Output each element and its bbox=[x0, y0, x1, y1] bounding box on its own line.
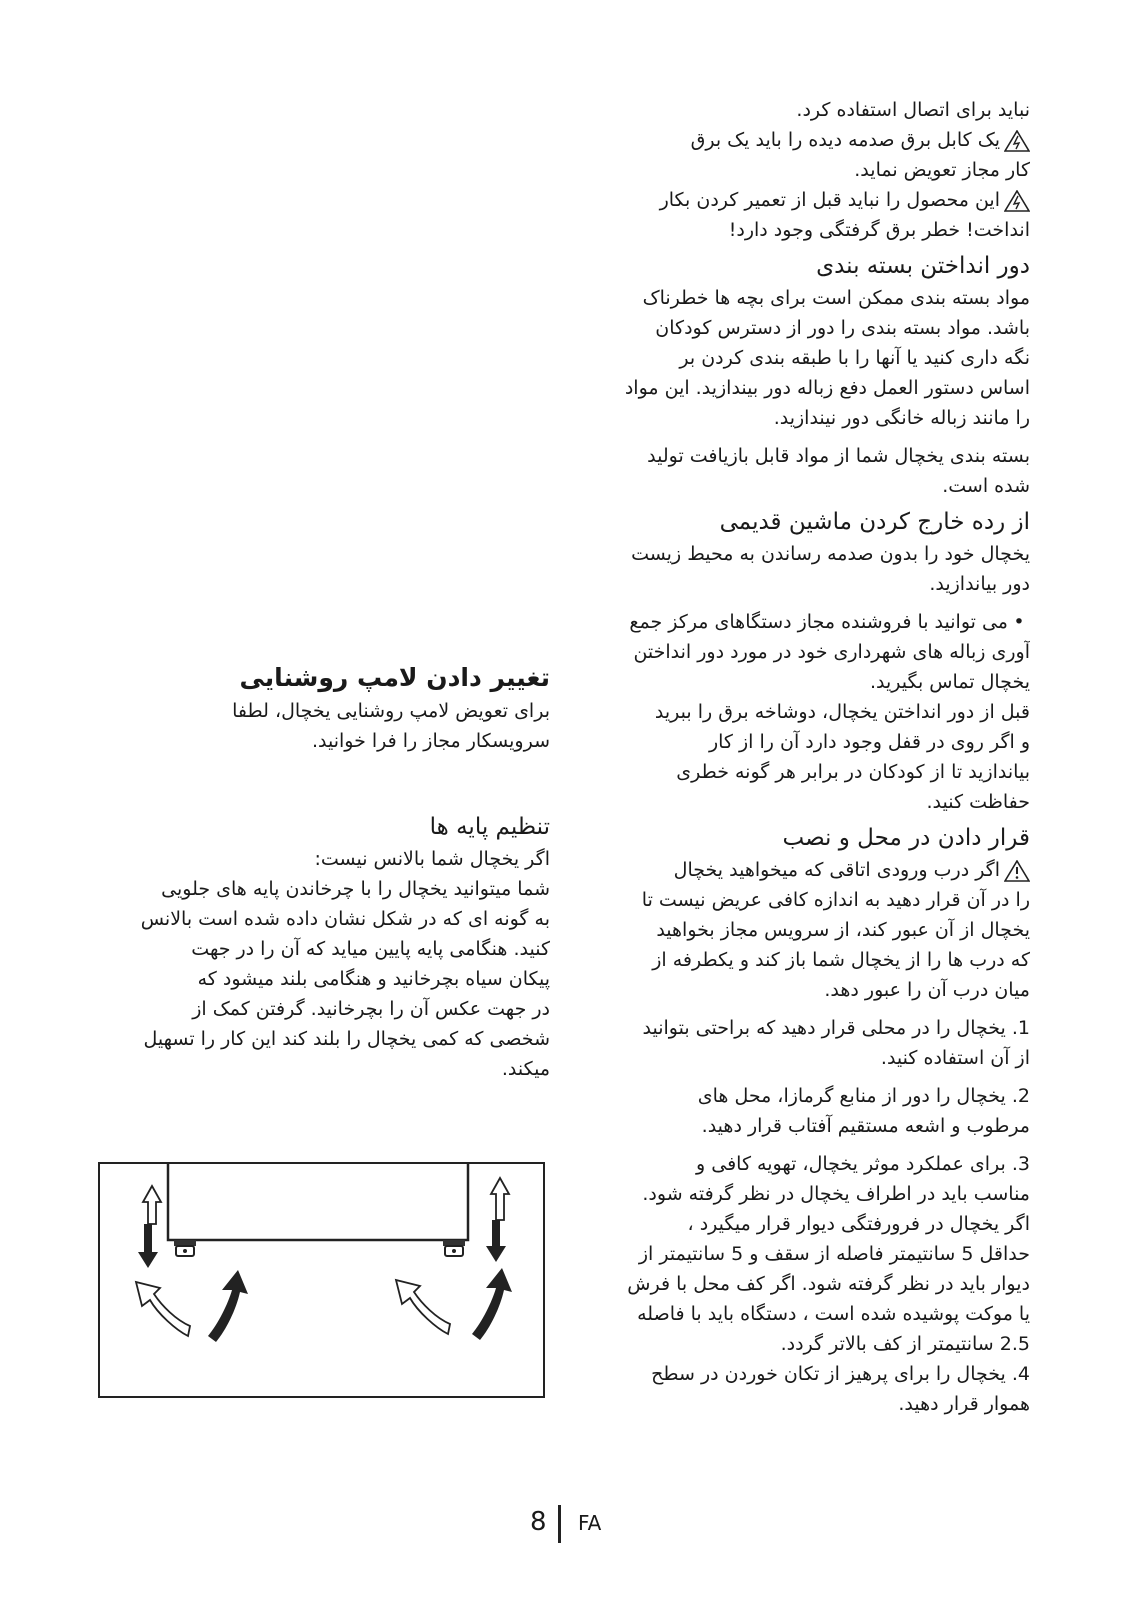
left-down-arrow-icon bbox=[138, 1224, 158, 1268]
left-rotate-solid-arrow-icon bbox=[208, 1270, 248, 1342]
numbered-item-line: هموار قرار دهید. bbox=[898, 1393, 1030, 1415]
packaging-line: را مانند زباله خانگی دور نیندازید. bbox=[773, 407, 1030, 429]
language-code: FA bbox=[578, 1511, 602, 1535]
placement-heading: قرار دادن در محل و نصب bbox=[782, 825, 1030, 851]
lamp-line: برای تعویض لامپ روشنایی یخچال، لطفا bbox=[232, 700, 550, 722]
fridge-bottom-outline bbox=[168, 1164, 468, 1240]
numbered-item-line: مرطوب و اشعه مستقیم آفتاب قرار دهید. bbox=[701, 1115, 1030, 1137]
packaging-line: اساس دستور العمل دفع زباله دور بیندازید. این مواد bbox=[624, 377, 1030, 399]
page-number: 8 bbox=[530, 1507, 547, 1537]
numbered-item-line: یا موکت پوشیده شده است ، دستگاه باید با فاصله bbox=[637, 1303, 1030, 1325]
warning-line: یک کابل برق صدمه دیده را باید یک برق bbox=[565, 125, 1030, 155]
numbered-item-line: از آن استفاده کنید. bbox=[880, 1047, 1030, 1069]
numbered-item-line: 4. یخچال را برای پرهیز از تکان خوردن در سطح bbox=[651, 1363, 1030, 1385]
warning-line: این محصول را نباید قبل از تعمیر کردن بکار bbox=[565, 185, 1030, 215]
electric-warning-icon bbox=[1004, 130, 1030, 152]
footer-divider bbox=[558, 1505, 561, 1543]
right-column bbox=[565, 95, 1030, 1419]
disposal-heading: از رده خارج کردن ماشین قدیمی bbox=[719, 509, 1030, 535]
placement-warning-line: میان درب آن را عبور دهد. bbox=[824, 979, 1030, 1001]
page-footer bbox=[0, 1505, 1128, 1545]
placement-warning-line: که درب ها را از یخچال شما باز کند و یکطرفه از bbox=[652, 949, 1030, 971]
feet-line: کنید. هنگامی پایه پایین میاید که آن را در جهت bbox=[191, 938, 550, 960]
disposal-line: حفاظت کنید. bbox=[926, 791, 1030, 813]
packaging-heading: دور انداختن بسته بندی bbox=[816, 253, 1030, 279]
right-foot-icon bbox=[443, 1240, 465, 1256]
warning-icon bbox=[1004, 860, 1030, 882]
feet-heading: تنظیم پایه ها bbox=[429, 814, 550, 840]
left-up-arrow-icon bbox=[143, 1186, 161, 1224]
numbered-item-line: 1. یخچال را در محلی قرار دهید که براحتی بتوانید bbox=[642, 1017, 1030, 1039]
feet-line: اگر یخچال شما بالانس نیست: bbox=[314, 848, 550, 870]
feet-adjustment-illustration bbox=[98, 1162, 545, 1398]
intro-line: انداخت! خطر برق گرفتگی وجود دارد! bbox=[728, 219, 1030, 241]
packaging-line: نگه داری کنید یا آنها را با طبقه بندی کردن بر bbox=[679, 347, 1030, 369]
left-column bbox=[95, 660, 550, 1084]
feet-line: به گونه ای که در شکل نشان داده شده است بالانس bbox=[140, 908, 550, 930]
feet-line: شخصی که کمی یخچال را بلند کند این کار را تسهیل bbox=[143, 1028, 550, 1050]
packaging-line: مواد بسته بندی ممکن است برای بچه ها خطرناک bbox=[642, 287, 1030, 309]
bullet-icon: • bbox=[1013, 611, 1025, 633]
bullet-line: آوری زباله های شهرداری خود در مورد دور انداختن bbox=[633, 641, 1030, 663]
disposal-line: بیاندازید تا از کودکان در برابر هر گونه خطری bbox=[676, 761, 1030, 783]
packaging-line: باشد. مواد بسته بندی را دور از دسترس کودکان bbox=[655, 317, 1030, 339]
disposal-line: دور بیاندازید. bbox=[929, 573, 1030, 595]
right-down-arrow-icon bbox=[486, 1220, 506, 1262]
electric-warning-icon bbox=[1004, 190, 1030, 212]
numbered-item-line: اگر یخچال در فرورفتگی دیوار قرار میگیرد ، bbox=[687, 1213, 1030, 1235]
disposal-line: و اگر روی در قفل وجود دارد آن را از کار bbox=[708, 731, 1030, 753]
disposal-line: یخچال خود را بدون صدمه رساندن به محیط زیست bbox=[631, 543, 1030, 565]
numbered-item-line: دیوار باید در نظر گرفته شود. اگر کف محل با فرش bbox=[627, 1273, 1030, 1295]
intro-line: کار مجاز تعویض نماید. bbox=[854, 159, 1030, 181]
bullet-line: یخچال تماس بگیرید. bbox=[869, 671, 1030, 693]
disposal-line: قبل از دور انداختن یخچال، دوشاخه برق را ببرید bbox=[654, 701, 1030, 723]
lamp-heading: تغییر دادن لامپ روشنایی bbox=[239, 663, 550, 692]
intro-line: نباید برای اتصال استفاده کرد. bbox=[796, 99, 1030, 121]
right-up-arrow-icon bbox=[491, 1178, 509, 1220]
bullet-line: •می توانید با فروشنده مجاز دستگاهای مرکز جمع bbox=[565, 607, 1030, 637]
left-rotate-outline-arrow-icon bbox=[136, 1282, 190, 1336]
numbered-item-line: 2.5 سانتیمتر از کف بالاتر گردد. bbox=[780, 1333, 1030, 1355]
left-foot-icon bbox=[174, 1240, 196, 1256]
numbered-item-line: حداقل 5 سانتیمتر فاصله از سقف و 5 سانتیمتر از bbox=[638, 1243, 1030, 1265]
feet-line: در جهت عکس آن را بچرخانید. گرفتن کمک از bbox=[192, 998, 550, 1020]
numbered-item-line: 3. برای عملکرد موثر یخچال، تهویه کافی و bbox=[696, 1153, 1030, 1175]
numbered-item-line: 2. یخچال را دور از منابع گرمازا، محل های bbox=[697, 1085, 1030, 1107]
placement-warning-line: اگر درب ورودی اتاقی که میخواهید یخچال bbox=[565, 855, 1030, 885]
lamp-line: سرویسکار مجاز را فرا خوانید. bbox=[311, 730, 550, 752]
placement-warning-line: را در آن قرار دهید به اندازه کافی عریض نیست تا bbox=[641, 889, 1030, 911]
feet-line: پیکان سیاه بچرخانید و هنگامی بلند میشود که bbox=[197, 968, 550, 990]
packaging-line: شده است. bbox=[942, 475, 1030, 497]
right-rotate-outline-arrow-icon bbox=[396, 1280, 450, 1334]
numbered-item-line: مناسب باید در اطراف یخچال در نظر گرفته شود. bbox=[642, 1183, 1030, 1205]
right-rotate-solid-arrow-icon bbox=[472, 1268, 512, 1340]
feet-line: میکند. bbox=[501, 1058, 550, 1080]
packaging-line: بسته بندی یخچال شما از مواد قابل بازیافت تولید bbox=[647, 445, 1030, 467]
feet-line: شما میتوانید یخچال را با چرخاندن پایه های جلویی bbox=[161, 878, 550, 900]
placement-warning-line: یخچال از آن عبور کند، از سرویس مجاز بخواهید bbox=[656, 919, 1030, 941]
